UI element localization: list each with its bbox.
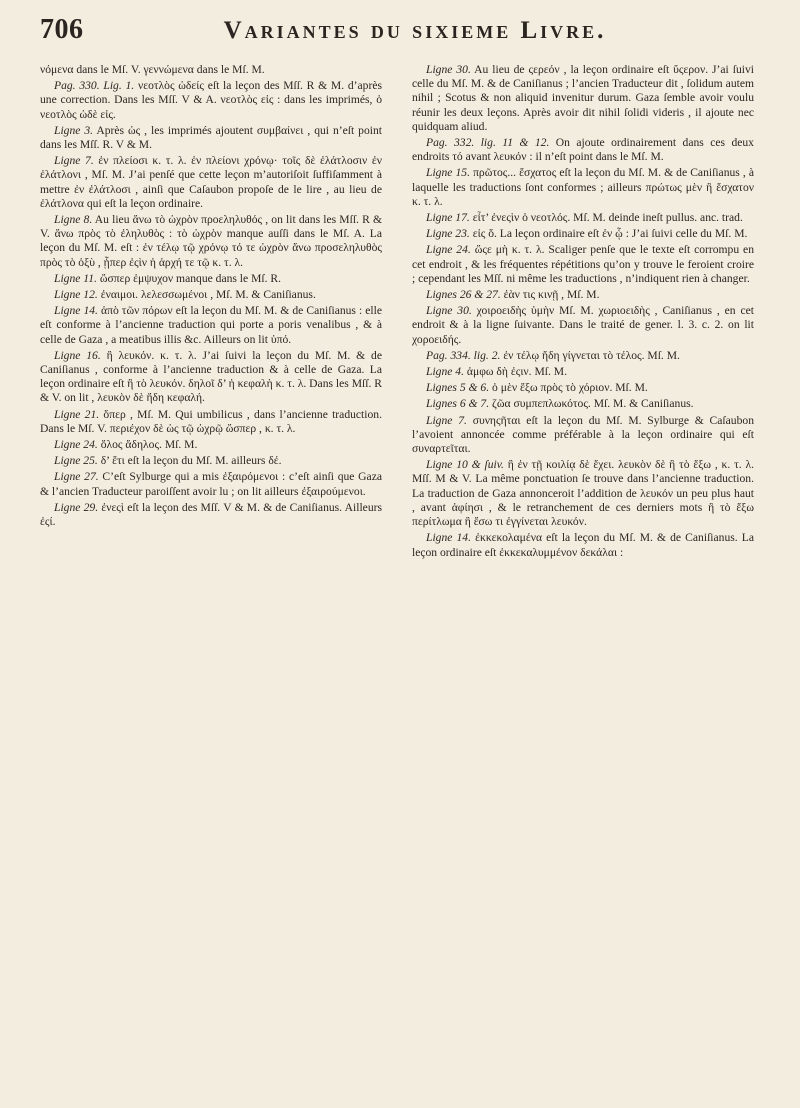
- note-reference: Lignes 6 & 7.: [426, 397, 490, 411]
- note-reference: Ligne 16.: [54, 348, 101, 362]
- note-reference: Ligne 21.: [54, 407, 100, 421]
- page-header: [40, 14, 754, 59]
- note-reference: Ligne 24.: [54, 438, 98, 452]
- note-reference: Pag. 332. lig. 11 & 12.: [426, 136, 550, 150]
- note-reference: Pag. 330. Lig. 1.: [54, 79, 135, 93]
- variant-note: [412, 227, 754, 241]
- variant-note: [412, 136, 754, 164]
- note-reference: Ligne 23.: [426, 227, 470, 241]
- note-text: ζῶα συμπεπλωκότος. Mſ. M. & Caniſianus.: [492, 397, 694, 411]
- variant-note: [40, 470, 382, 498]
- note-text: εἶτ’ ἐνεςὶν ὁ νεοτλός. Mſ. M. deinde ineſt pullus. anc. trad.: [472, 211, 743, 225]
- note-reference: Ligne 11.: [54, 271, 97, 285]
- note-text: ἀπὸ τῶν πόρων eſt la leçon du Mſ. M. & de Caniſianus : elle eſt conforme à l’ancienne traduction qui porte a poris venalibus , & à celle de Gaza , a meatibus illis &c. Ailleurs on lit ὑπό.: [40, 304, 382, 346]
- note-reference: Ligne 14.: [54, 304, 98, 318]
- note-text: συνηςῆται eſt la leçon du Mſ. M. Sylburge & Caſaubon l’avoient annoncée comme préférable à la leçon ordinaire qui eſt συναρτεῖται.: [412, 413, 754, 456]
- note-text: ἐὰν τις κινῇ , Mſ. M.: [503, 288, 600, 302]
- note-reference: Ligne 15.: [426, 166, 470, 180]
- left-column: [40, 61, 382, 560]
- two-column-body: [40, 61, 754, 560]
- note-reference: Ligne 25.: [54, 454, 98, 468]
- variant-note: [40, 288, 382, 302]
- variant-note: [412, 531, 754, 559]
- note-text: ἀμφω δὴ ἐςιν. Mſ. M.: [466, 365, 568, 379]
- note-reference: Lignes 26 & 27.: [426, 288, 501, 302]
- variant-note: [40, 79, 382, 122]
- note-text: ἐναιμοι. λελεσσωμένοι , Mſ. M. & Caniſianus.: [100, 288, 316, 302]
- note-text: On ajoute ordinairement dans ces deux endroits τό avant λευκόν : il n’eſt point dans le Mſ. M.: [412, 136, 754, 164]
- note-text: ὅλος ἄδηλος. Mſ. M.: [100, 438, 198, 452]
- note-reference: Ligne 24.: [426, 243, 471, 257]
- note-text: ἢ λευκόν. κ. τ. λ. J’ai ſuivi la leçon du Mſ. M. & de Caniſianus , conforme à l’ancienne traduction & à celle de Gaza. La leçon ordinaire eſt ἢ τὸ λευκόν. δηλοῖ δ’ ἡ κεφαλὴ κ. τ. λ. Dans les Mſſ. R & V. on lit , λευκὸν δὲ ἤδη κεφαλή.: [40, 348, 382, 405]
- note-reference: Ligne 12.: [54, 288, 98, 302]
- note-reference: Ligne 27.: [54, 470, 99, 484]
- note-text: εἰς ὅ. La leçon ordinaire eſt ἐν ᾧ : J’ai ſuivi celle du Mſ. M.: [472, 227, 748, 241]
- note-text: χοιροειδὴς ὑμὴν Mſ. M. χωριοειδὴς , Caniſianus , en cet endroit & à la ligne ſuivante. Dans le traité de gener. l. 3. c. 2. on lit χοροειδής.: [412, 304, 754, 346]
- note-text: C’eſt Sylburge qui a mis ἐξαιρόμενοι : c’eſt ainſi que Gaza & l’ancien Traducteur paroiſſent avoir lu ; on lit ailleurs ἐξαιρούμενοι.: [40, 470, 382, 498]
- note-text: ἐν τέλῳ ἤδη γίγνεται τὸ τέλος. Mſ. M.: [503, 348, 680, 362]
- variant-note: [412, 304, 754, 347]
- note-text: Au lieu de ςερεόν , la leçon ordinaire eſt ὕςερον. J’ai ſuivi celle du Mſ. M. & de Caniſianus ; l’ancien Traducteur dit , ſolidum autem nihil ; Scotus & non aliquid invenitur durum. Gaza ſemble avoir voulu réunir les deux leçons. Après avoir dit nihil ſolidi videris , il ajoute nec quidquam aliud.: [412, 63, 754, 133]
- variant-note: [412, 458, 754, 529]
- variant-note: [40, 213, 382, 270]
- note-text: ἐν πλείοσι κ. τ. λ. ἐν πλείονι χρόνῳ· τοῖς δὲ ἐλάτλοσιν ἐν ἐλάτλονι , Mſ. M. J’ai penſé que cette leçon m’autoriſoit ſuffiſamment à mettre ἐν ἐλάτλοσι , ainſi que Caſaubon propoſe de le lire , au lieu de ἐλάτλονα qui eſt la leçon ordinaire.: [40, 154, 382, 210]
- note-text: Après ὡς , les imprimés ajoutent συμβαίνει , qui n’eſt point dans les Mſſ. R. V & M.: [40, 123, 382, 152]
- note-text: ἢ ἐν τῇ κοιλίᾳ δὲ ἔχει. λευκὸν δὲ ἢ τὸ ἔξω , κ. τ. λ. Mſſ. M & V. La même ponctuation ſe trouve dans l’ancienne traduction. La traduction de Gaza annonceroit l’addition de λευκόν un peu plus haut , avant ἀφίησι , & le retranchement de ces derniers mots ἢ τὸ ἔξω περίτλωμα ἢ ἔσω τι ἐγγίνεται λευκόν.: [412, 458, 754, 529]
- variant-note: [40, 408, 382, 436]
- variant-note: [40, 63, 382, 77]
- note-text: ὅπερ , Mſ. M. Qui umbilicus , dans l’ancienne traduction. Dans le Mſ. V. περιέχον δὲ ὡς τῷ ὠχρῷ ὥσπερ , κ. τ. λ.: [40, 407, 382, 435]
- right-column: [412, 61, 754, 560]
- variant-note: [412, 365, 754, 379]
- note-text: ὥσπερ ἐμψυχον manque dans le Mſ. R.: [99, 271, 282, 285]
- variant-note: [40, 438, 382, 452]
- note-text: ὥςε μὴ κ. τ. λ. Scaliger penſe que le texte eſt corrompu en cet endroit , & les fréquentes répétitions qu’on y trouve le feroient croire ; cependant les Mſſ. ni même les traductions , n’indiquent rien à changer.: [412, 243, 754, 285]
- note-text: ἐνεςὶ eſt la leçon des Mſſ. V & M. & de Caniſianus. Ailleurs ἐςί.: [40, 500, 382, 529]
- note-reference: Ligne 30.: [426, 304, 472, 318]
- note-text: πρῶτος... ἔσχατος eſt la leçon du Mſ. M. & de Caniſianus , à laquelle les traductions ſont conformes ; ailleurs πρώτως μὲν ἢ ἔσχατον κ. τ. λ.: [412, 166, 754, 208]
- note-reference: Ligne 29.: [54, 500, 99, 514]
- variant-note: [412, 243, 754, 286]
- note-text: νόμενα dans le Mſ. V. γεννώμενα dans le Mſ. M.: [40, 63, 265, 76]
- variant-note: [412, 288, 754, 302]
- variant-note: [412, 381, 754, 395]
- variant-note: [412, 397, 754, 411]
- note-reference: Ligne 17.: [426, 211, 470, 225]
- note-reference: Ligne 3.: [54, 123, 94, 137]
- note-reference: Ligne 4.: [426, 365, 465, 379]
- note-text: νεοτλὸς ὠδείς eſt la leçon des Mſſ. R & M. d’après une correction. Dans les Mſſ. V & A. νεοτλὸς εἰς : dans les imprimés, ὁ νεοτλὸς ὠδὲ εἰς.: [40, 79, 382, 121]
- note-reference: Ligne 14.: [426, 531, 472, 545]
- variant-note: [40, 154, 382, 211]
- note-text: ἐκκεκολαμένα eſt la leçon du Mſ. M. & de Caniſianus. La leçon ordinaire eſt ἐκκεκαλυμμένον δεκάλαι :: [412, 531, 754, 559]
- variant-note: [412, 349, 754, 363]
- note-text: Au lieu ἄνω τὸ ὠχρὸν προεληλυθός , on lit dans les Mſſ. R & V. ἄνω πρὸς τὸ ἐληλυθὸς : τὸ ὠχρὸν manque auſſi dans le Mſ. A. La leçon du Mſ. M. eſt : ἐν τέλῳ τῷ χρόνῳ τό τε ὠχρὸν ἄνω προσεληλυθὸς πρὸς τὸ ὀξὺ , ᾗπερ ἐςὶν ἡ ἀρχή τε τῷ κ. τ. λ.: [40, 213, 382, 269]
- note-reference: Ligne 10 & ſuiv.: [426, 458, 504, 472]
- note-text: δ’ ἔτι eſt la leçon du Mſ. M. ailleurs δέ.: [100, 454, 282, 468]
- variant-note: [40, 454, 382, 468]
- note-reference: Ligne 8.: [54, 213, 93, 227]
- variant-note: [40, 501, 382, 529]
- note-reference: Ligne 7.: [54, 154, 94, 168]
- variant-note: [412, 166, 754, 209]
- variant-note: [40, 304, 382, 347]
- page-number: 706: [40, 14, 84, 45]
- variant-note: [40, 349, 382, 406]
- note-reference: Lignes 5 & 6.: [426, 381, 490, 395]
- note-reference: Pag. 334. lig. 2.: [426, 348, 501, 362]
- running-title: Variantes du sixieme Livre.: [223, 17, 607, 44]
- note-reference: Ligne 7.: [426, 413, 467, 427]
- note-text: ὁ μὲν ἔξω πρὸς τὸ χόριον. Mſ. M.: [492, 381, 648, 395]
- note-reference: Ligne 30.: [426, 63, 471, 76]
- variant-note: [412, 414, 754, 457]
- variant-note: [40, 272, 382, 286]
- variant-note: [412, 63, 754, 134]
- variant-note: [40, 124, 382, 152]
- variant-note: [412, 211, 754, 225]
